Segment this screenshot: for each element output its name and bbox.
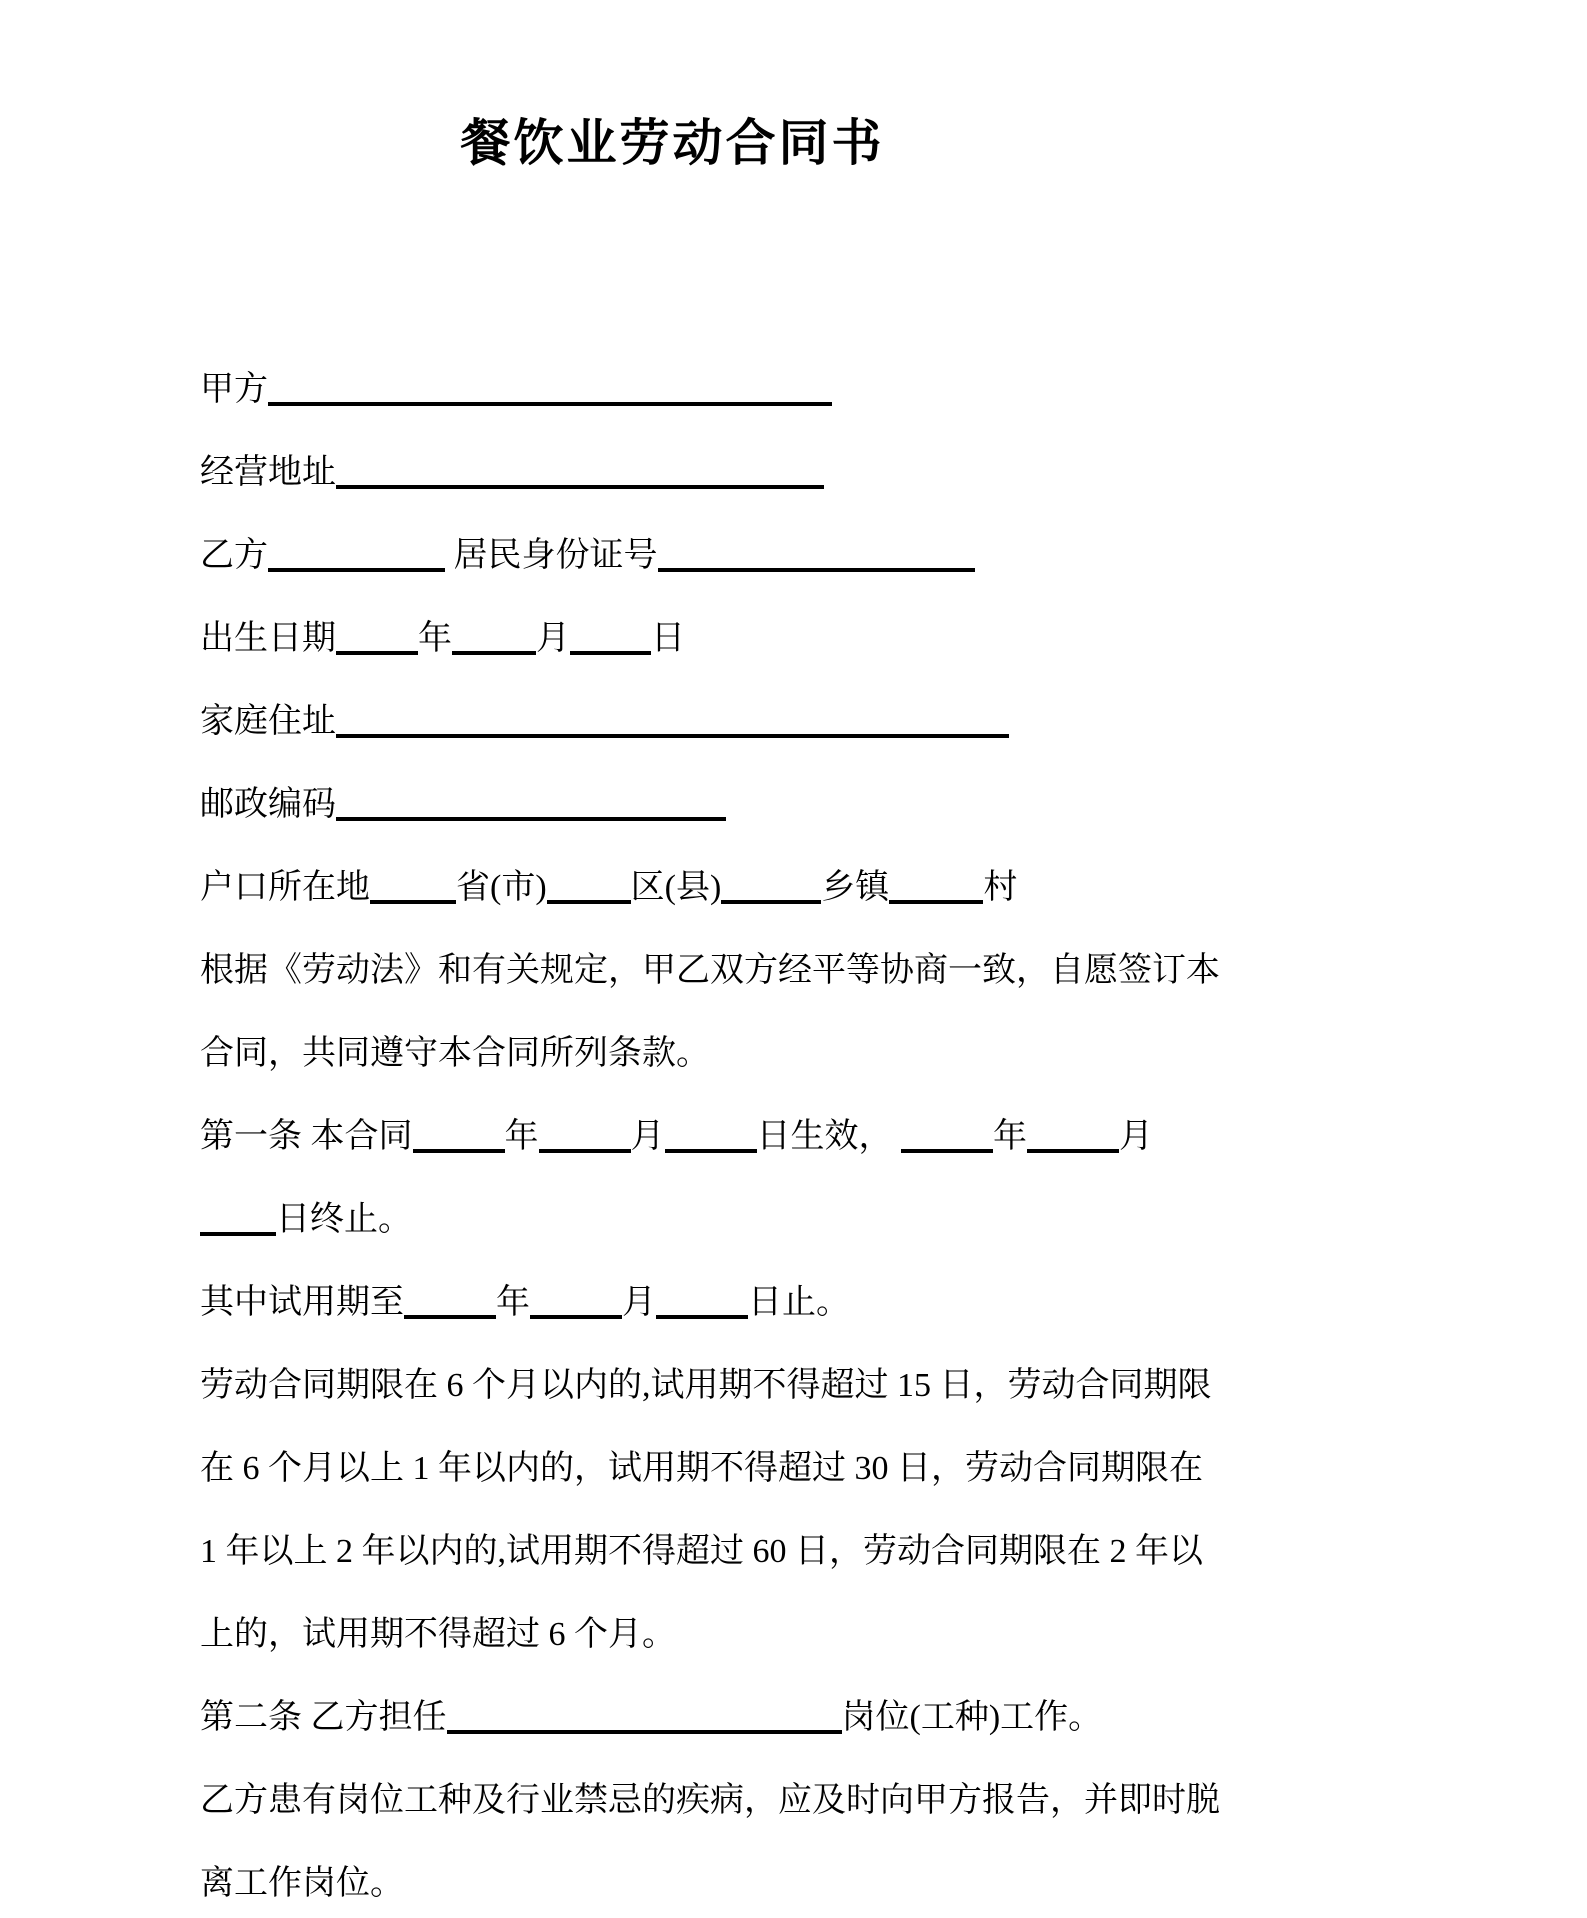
- fill-in-blank[interactable]: [539, 1149, 631, 1153]
- fill-in-blank[interactable]: [665, 1149, 757, 1153]
- article-1-line-1: [200, 1095, 1153, 1178]
- term-rule-line-1: [200, 1344, 1212, 1427]
- text-run: 劳动合同期限在 6 个月以内的,试用期不得超过 15 日，劳动合同期限: [200, 1367, 1212, 1404]
- postal-code-row: [200, 763, 1145, 846]
- home-address-row: [200, 680, 1145, 763]
- birth-date-row: [200, 597, 1145, 680]
- article-2-row: [200, 1676, 1145, 1759]
- fill-in-blank[interactable]: [721, 900, 821, 904]
- text-run: 区(县): [630, 869, 722, 906]
- fill-in-blank[interactable]: [336, 734, 1009, 738]
- party-b-id-row: [200, 514, 1145, 597]
- term-rule-line-2: [200, 1427, 1203, 1510]
- term-rule-line-4: [200, 1593, 1145, 1676]
- text-run: 日生效，: [756, 1118, 901, 1155]
- text-run: 甲方: [200, 371, 268, 408]
- fill-in-blank[interactable]: [268, 568, 445, 572]
- fill-in-blank[interactable]: [404, 1315, 496, 1319]
- fill-in-blank[interactable]: [452, 651, 536, 655]
- text-run: 乙方患有岗位工种及行业禁忌的疾病，应及时向甲方报告，并即时脱: [200, 1782, 1220, 1819]
- text-run: 户口所在地: [200, 869, 370, 906]
- fill-in-blank[interactable]: [658, 568, 975, 572]
- document-content: [200, 112, 1220, 1918]
- text-run: 年: [993, 1118, 1027, 1155]
- article-1-line-2: [200, 1178, 1145, 1261]
- text-run: 年: [504, 1118, 539, 1155]
- fill-in-blank[interactable]: [1027, 1149, 1119, 1153]
- text-run: 乡镇: [821, 869, 890, 906]
- text-run: 月: [622, 1284, 656, 1321]
- fill-in-blank[interactable]: [336, 651, 418, 655]
- fill-in-blank[interactable]: [530, 1315, 622, 1319]
- text-run: 在 6 个月以上 1 年以内的，试用期不得超过 30 日，劳动合同期限在: [200, 1450, 1203, 1487]
- fill-in-blank[interactable]: [447, 1730, 842, 1734]
- disease-clause-line-1: [200, 1759, 1220, 1842]
- text-run: 日终止。: [276, 1201, 412, 1238]
- fill-in-blank[interactable]: [413, 1149, 505, 1153]
- text-run: 离工作岗位。: [200, 1865, 404, 1902]
- text-run: 根据《劳动法》和有关规定，甲乙双方经平等协商一致，自愿签订本: [200, 952, 1220, 989]
- text-run: 家庭住址: [200, 703, 336, 740]
- business-address-row: [200, 431, 1145, 514]
- fill-in-blank[interactable]: [268, 402, 832, 406]
- text-run: 省(市): [456, 869, 547, 906]
- household-registration-row: [200, 846, 1145, 929]
- intro-paragraph-line-2: [200, 1012, 1145, 1095]
- text-run: 月: [630, 1118, 665, 1155]
- party-a-row: [200, 348, 1145, 431]
- text-run: 出生日期: [200, 620, 336, 657]
- fill-in-blank[interactable]: [901, 1149, 993, 1153]
- term-rule-line-3: [200, 1510, 1203, 1593]
- text-run: 经营地址: [200, 454, 336, 491]
- fill-in-blank[interactable]: [570, 651, 651, 655]
- text-run: 1 年以上 2 年以内的,试用期不得超过 60 日，劳动合同期限在 2 年以: [200, 1533, 1203, 1570]
- text-run: 第二条 乙方担任: [200, 1699, 447, 1736]
- fill-in-blank[interactable]: [889, 900, 983, 904]
- text-run: 年: [418, 620, 452, 657]
- text-run: 居民身份证号: [445, 537, 658, 574]
- text-run: 第一条 本合同: [200, 1118, 413, 1155]
- text-run: 其中试用期至: [200, 1284, 404, 1321]
- text-run: 月: [536, 620, 570, 657]
- text-run: 岗位(工种)工作。: [841, 1699, 1103, 1736]
- document-body: [200, 348, 1220, 1918]
- page-title: 餐饮业劳动合同书: [460, 115, 885, 171]
- probation-period-row: [200, 1261, 1145, 1344]
- text-run: 日止。: [748, 1284, 850, 1321]
- text-run: 月: [1119, 1118, 1153, 1155]
- text-run: 年: [496, 1284, 530, 1321]
- intro-paragraph-line-1: [200, 929, 1220, 1012]
- fill-in-blank[interactable]: [200, 1232, 276, 1236]
- fill-in-blank[interactable]: [656, 1315, 748, 1319]
- text-run: 上的，试用期不得超过 6 个月。: [200, 1616, 676, 1653]
- fill-in-blank[interactable]: [336, 817, 726, 821]
- text-run: 日: [651, 620, 685, 657]
- text-run: 村: [983, 869, 1018, 906]
- fill-in-blank[interactable]: [547, 900, 631, 904]
- fill-in-blank[interactable]: [336, 485, 824, 489]
- disease-clause-line-2: [200, 1842, 1145, 1918]
- text-run: 邮政编码: [200, 786, 336, 823]
- text-run: 乙方: [200, 537, 268, 574]
- text-run: 合同，共同遵守本合同所列条款。: [200, 1035, 710, 1072]
- fill-in-blank[interactable]: [370, 900, 456, 904]
